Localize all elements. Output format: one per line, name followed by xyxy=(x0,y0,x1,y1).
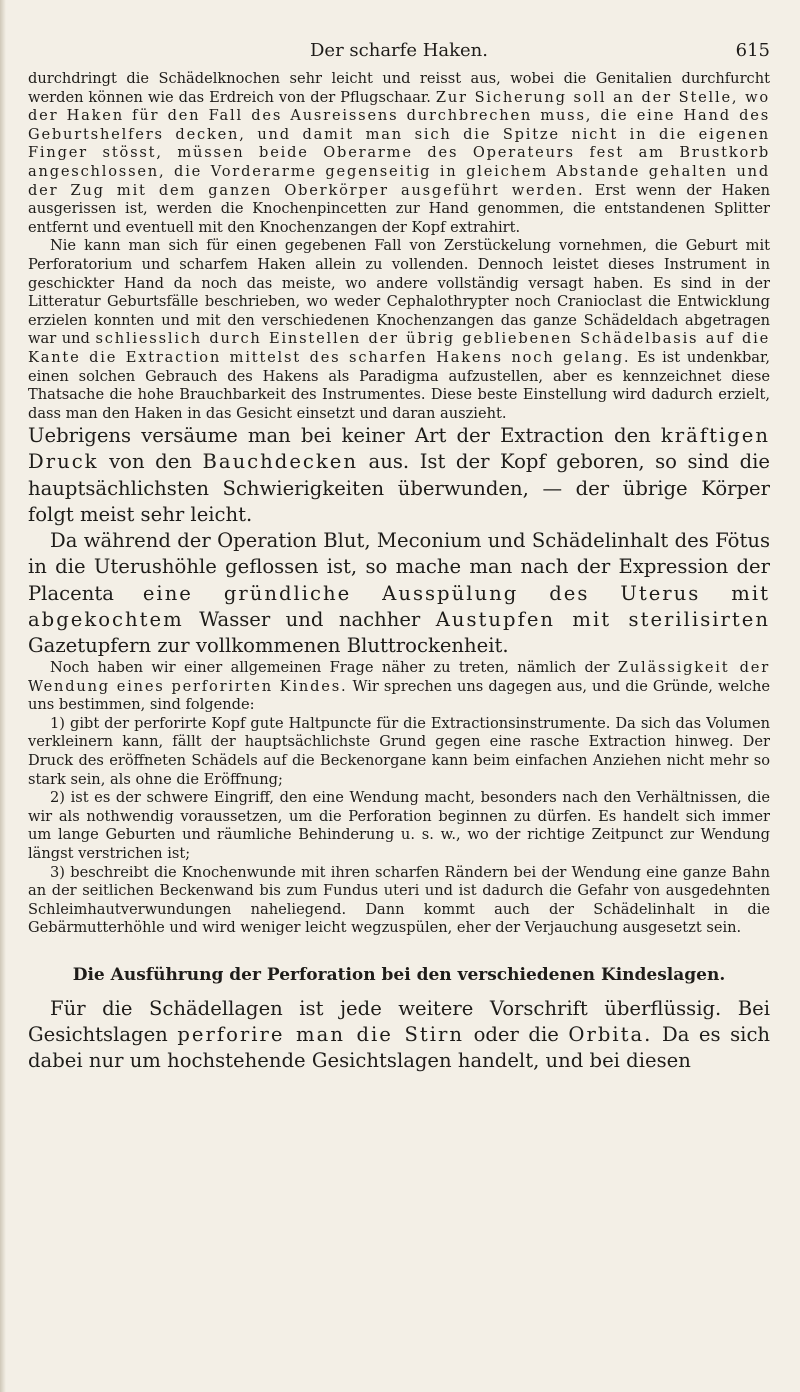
page-edge-shadow xyxy=(0,0,6,1392)
text-run: Wasser und nachher xyxy=(199,607,421,631)
spaced-emphasis: Zur Sicherung soll an der Stelle, wo der Haken für den Fall des Ausreissens durchbrechen muss, die eine Hand des Geburtshelfers decken, und damit man sich die Spitze nicht in die eigenen Finger stösst, müssen beide Oberarme des Operateurs fest am Brustkorb angeschlossen, die Vorderarme gegenseitig in gleichem Abstande gehalten und der Zug mit dem ganzen Oberkörper ausgeführt werden. xyxy=(28,88,770,199)
paragraph-turning-question xyxy=(28,659,770,715)
spaced-emphasis: kräftigen Druck xyxy=(28,424,770,474)
paragraph-uterus-rinsing xyxy=(28,528,770,659)
page-number: 615 xyxy=(735,40,770,61)
paragraph-hook-tearing xyxy=(28,70,770,237)
spaced-emphasis: schliesslich durch Einstellen der übrig gebliebenen Schädelbasis auf die Kante die Extraction mittelst des scharfen Hakens noch gelang. xyxy=(28,330,771,366)
spaced-emphasis: Zulässigkeit der Wendung eines perforirten Kindes. xyxy=(28,659,770,695)
paragraph-skull-presentation xyxy=(28,996,770,1075)
text-run: Noch haben wir einer allgemeinen Frage näher zu treten, nämlich der xyxy=(50,659,610,677)
running-title: Der scharfe Haken. xyxy=(310,40,488,61)
spaced-emphasis: Bauchdecken xyxy=(202,450,358,474)
book-page xyxy=(28,40,770,1075)
text-run: aus. Ist der Kopf geboren, so sind die hauptsächlichsten Schwierigkeiten überwunden, — der übrige Körper folgt meist sehr leicht. xyxy=(28,450,770,526)
text-run: durchdringt die Schädelknochen sehr leicht und reisst aus, wobei die Genitalien durchfurcht werden können wie das Erdreich von der Pflugschaar. xyxy=(28,70,770,106)
spaced-emphasis: Orbita. xyxy=(568,1023,653,1047)
section-heading: Die Ausführung der Perforation bei den verschiedenen Kindeslagen. xyxy=(72,965,726,986)
text-run: von den xyxy=(109,450,192,474)
spaced-emphasis: eine gründliche Ausspülung des Uterus mit abgekochtem xyxy=(28,581,770,631)
paragraph-dismemberment xyxy=(28,237,770,423)
list-item: 1) gibt der perforirte Kopf gute Haltpuncte für die Extractionsinstrumente. Da sich das Volumen verkleinern kann, fällt der hauptsächlichste Grund gegen eine rasche Extraction hinweg. Der Druck des eröffneten Schädels auf die Beckenorgane kann beim einfachen Anziehen nicht mehr so stark sein, als ohne die Eröffnung; xyxy=(28,714,770,788)
page-header xyxy=(28,40,770,70)
text-run: Nie kann man sich für einen gegebenen Fall von Zerstückelung vornehmen, die Geburt mit Perforatorium und scharfem Haken allein zu vollenden. Dennoch leistet dieses Instrument in geschickter Hand da noch das meiste, wo andere vollständig versagt haben. Es sind in der Litteratur Geburtsfälle beschrieben, wo weder Cephalothrypter noch Cranioclast die Entwicklung erzielen konnten und mit den verschiedenen Knochenzangen das ganze Schädeldach abgetragen war und xyxy=(28,237,770,348)
text-run: Wir sprechen uns dagegen aus, und die Gründe, welche uns bestimmen, sind folgende: xyxy=(28,677,770,714)
list-item: 2) ist es der schwere Eingriff, den eine Wendung macht, besonders nach den Verhältnissen, die wir als nothwendig voraussetzen, um die Perforation beginnen zu dürfen. Es handelt sich immer um lange Geburten und räumliche Behinderung u. s. w., wo der richtige Zeitpunct zur Wendung längst verstrichen ist; xyxy=(28,789,770,863)
text-run: Gazetupfern zur vollkommenen Bluttrockenheit. xyxy=(28,633,509,657)
spaced-emphasis: Austupfen mit sterilisirten xyxy=(435,607,770,631)
text-run: Erst wenn der Haken ausgerissen ist, werden die Knochenpincetten zur Hand genommen, die entstandenen Splitter entfernt und eventuell mit den Knochenzangen der Kopf extrahirt. xyxy=(28,181,770,236)
paragraph-extraction-pressure xyxy=(28,423,770,528)
spaced-emphasis: perforire man die Stirn xyxy=(177,1023,464,1047)
text-run: Es ist undenkbar, einen solchen Gebrauch des Hakens als Paradigma aufzustellen, aber es kennzeichnet diese Thatsache die hohe Brauchbarkeit des Instrumentes. Diese beste Einstellung wird dadurch erzielt, dass man den Haken in das Gesicht einsetzt und daran auszieht. xyxy=(28,348,771,422)
text-run: Für die Schädellagen ist jede weitere Vorschrift überflüssig. Bei Gesichtslagen xyxy=(28,997,770,1047)
text-run: Da es sich dabei nur um hochstehende Gesichtslagen handelt, und bei diesen xyxy=(28,1023,771,1073)
text-run: oder die xyxy=(473,1023,559,1047)
text-run: Da während der Operation Blut, Meconium und Schädelinhalt des Fötus in die Uterushöhle geflossen ist, so mache man nach der Expression der Placenta xyxy=(28,529,770,605)
list-item: 3) beschreibt die Knochenwunde mit ihren scharfen Rändern bei der Wendung eine ganze Bahn an der seitlichen Beckenwand bis zum Fundus uteri und ist dadurch die Gefahr von ausgedehnten Schleimhautverwundungen naheliegend. Dann kommt auch der Schädelinhalt in die Gebärmutterhöhle und wird weniger leicht wegzuspülen, eher der Verjauchung ausgesetzt sein. xyxy=(28,863,770,937)
text-run: Uebrigens versäume man bei keiner Art der Extraction den xyxy=(28,424,651,448)
